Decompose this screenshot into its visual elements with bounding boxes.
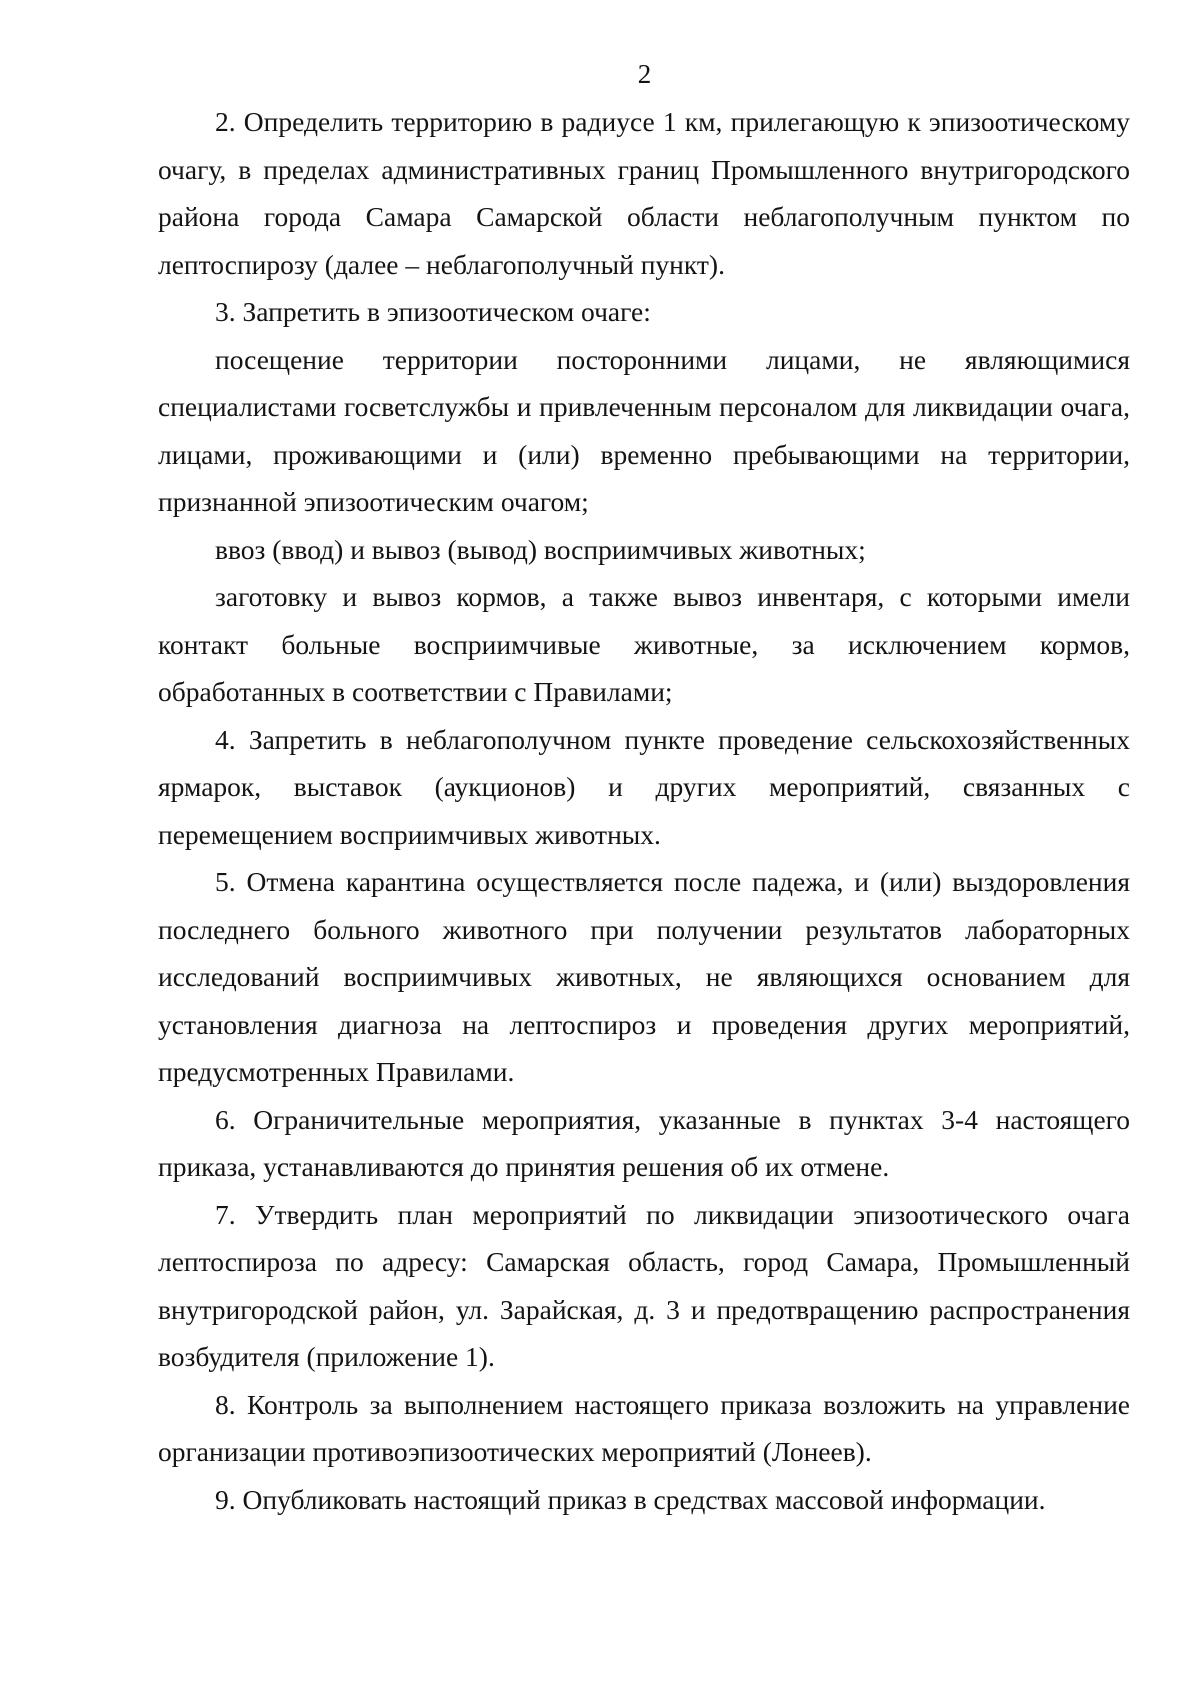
paragraph-item-9: 9. Опубликовать настоящий приказ в средствах массовой информации. bbox=[215, 1483, 1046, 1515]
paragraph-item-6: 6. Ограничительные мероприятия, указанные в пунктах 3-4 настоящего приказа, устанавливаются до принятия решения об их отмене. bbox=[158, 1103, 1130, 1182]
page-number: 2 bbox=[637, 59, 652, 89]
paragraph-item-8: 8. Контроль за выполнением настоящего приказа возложить на управление организации противоэпизоотических мероприятий (Лонеев). bbox=[158, 1388, 1130, 1467]
paragraph-item-7: 7. Утвердить план мероприятий по ликвидации эпизоотического очага лептоспироза по адресу: Самарская область, город Самара, Промышленный внутригородской район, ул. Зарайская, д. 3 и предотвращению распространения возбудителя (приложение 1). bbox=[158, 1198, 1130, 1372]
paragraph-item-2: 2. Определить территорию в радиусе 1 км, прилегающую к эпизоотическому очагу, в пределах административных границ Промышленного внутригородского района города Самара Самарской области неблагополучным пунктом по лептоспирозу (далее – неблагополучный пункт). bbox=[158, 106, 1130, 280]
paragraph-item-5: 5. Отмена карантина осуществляется после падежа, и (или) выздоровления последнего больного животного при получении результатов лабораторных исследований восприимчивых животных, не являющихся основанием для установления диагноза на лептоспироз и проведения других мероприятий, предусмотренных Правилами. bbox=[158, 866, 1130, 1087]
document-body bbox=[158, 98, 1130, 1523]
paragraph-item-3-visits: посещение территории посторонними лицами, не являющимися специалистами госветслужбы и привлеченным персоналом для ликвидации очага, лицами, проживающими и (или) временно пребывающими на территории, признанной эпизоотическим очагом; bbox=[158, 343, 1130, 517]
paragraph-item-4: 4. Запретить в неблагополучном пункте проведение сельскохозяйственных ярмарок, выставок (аукционов) и других мероприятий, связанных с перемещением восприимчивых животных. bbox=[158, 723, 1130, 850]
paragraph-item-3-feed: заготовку и вывоз кормов, а также вывоз инвентаря, с которыми имели контакт больные восприимчивые животные, за исключением кормов, обработанных в соответствии с Правилами; bbox=[158, 581, 1130, 707]
paragraph-item-3-transport: ввоз (ввод) и вывоз (вывод) восприимчивых животных; bbox=[215, 533, 866, 565]
paragraph-item-3: 3. Запретить в эпизоотическом очаге: bbox=[215, 296, 651, 327]
